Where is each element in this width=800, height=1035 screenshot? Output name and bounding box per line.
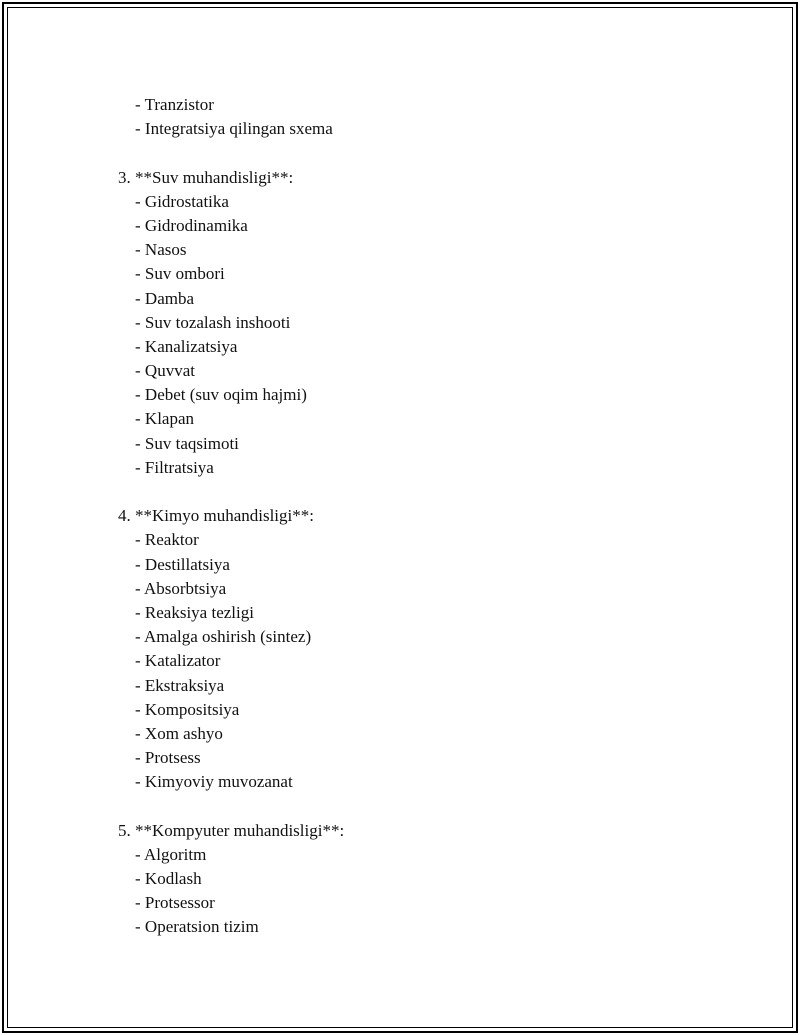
blank-line — [118, 141, 758, 165]
list-item: - Kanalizatsiya — [135, 336, 238, 356]
list-item: - Kimyoviy muvozanat — [135, 772, 293, 792]
list-item: - Suv ombori — [135, 264, 225, 284]
list-item: - Kodlash — [135, 869, 202, 888]
section-water-engineering — [118, 166, 758, 480]
list-item: - Filtratsiya — [135, 457, 214, 477]
list-item: - Reaksiya tezligi — [135, 602, 254, 622]
list-item: - Gidrodinamika — [135, 215, 248, 235]
section-heading: 3. **Suv muhandisligi**: — [118, 167, 294, 187]
list-item: - Quvvat — [135, 361, 195, 381]
list-item: - Protsessor — [135, 893, 215, 913]
list-item: - Katalizator — [135, 651, 221, 671]
list-item: - Kompositsiya — [135, 699, 240, 719]
list-item: - Suv taqsimoti — [135, 433, 239, 453]
list-item: - Suv tozalash inshooti — [135, 312, 291, 332]
section-computer-engineering — [118, 819, 758, 940]
list-item: - Protsess — [135, 748, 201, 768]
document-body — [118, 93, 758, 940]
blank-line — [118, 794, 758, 818]
list-item: - Operatsion tizim — [135, 917, 259, 937]
list-item: - Destillatsiya — [135, 554, 230, 574]
blank-line — [118, 480, 758, 504]
list-item: - Nasos — [135, 240, 187, 260]
list-item: - Ekstraksiya — [135, 675, 225, 695]
section-chemical-engineering — [118, 504, 758, 794]
list-item: - Damba — [135, 288, 195, 308]
list-item: - Absorbtsiya — [135, 578, 227, 598]
list-item: - Tranzistor — [135, 95, 214, 114]
list-item: - Reaktor — [135, 530, 199, 550]
list-item: - Klapan — [135, 409, 195, 429]
section-heading: 5. **Kompyuter muhandisligi**: — [118, 820, 345, 840]
list-item: - Gidrostatika — [135, 191, 229, 211]
list-item: - Xom ashyo — [135, 723, 223, 743]
list-item: - Algoritm — [135, 844, 207, 864]
list-item: - Debet (suv oqim hajmi) — [135, 385, 307, 405]
list-item: - Amalga oshirish (sintez) — [135, 627, 312, 647]
list-item: - Integratsiya qilingan sxema — [135, 119, 333, 139]
continued-list — [118, 93, 758, 141]
section-heading: 4. **Kimyo muhandisligi**: — [118, 506, 314, 526]
